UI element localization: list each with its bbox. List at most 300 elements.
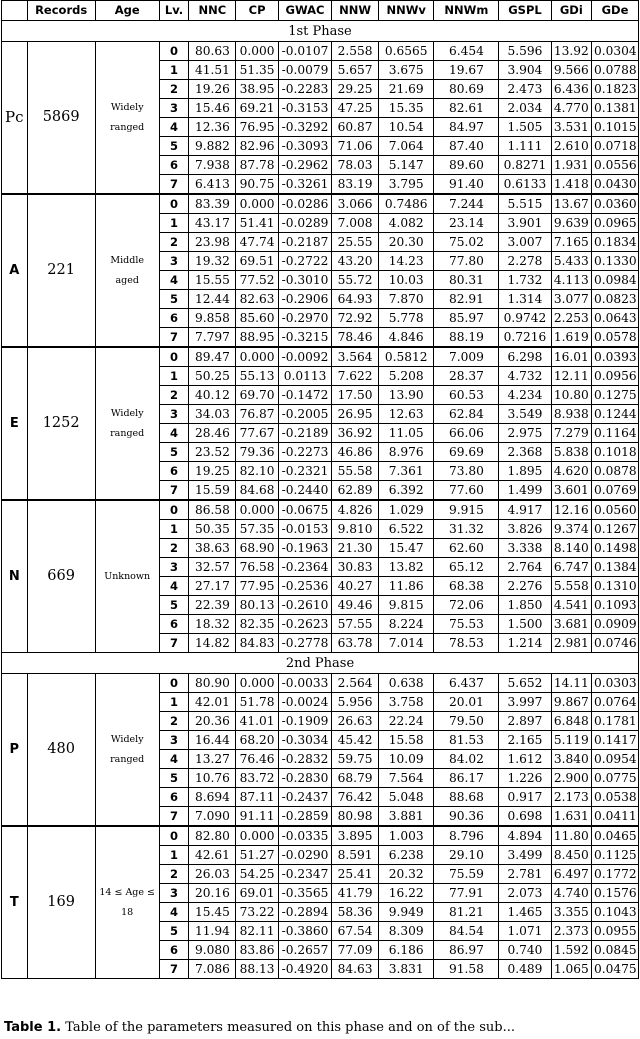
- value-cell: 0.0909: [592, 615, 639, 634]
- value-cell: 67.54: [332, 922, 379, 941]
- value-cell: 0.000: [236, 42, 279, 61]
- value-cell: 0.1164: [592, 424, 639, 443]
- group-records: 221: [27, 194, 95, 347]
- value-cell: 82.63: [236, 290, 279, 309]
- value-cell: 4.740: [551, 884, 591, 903]
- value-cell: 15.47: [379, 539, 434, 558]
- value-cell: 6.298: [499, 347, 551, 367]
- value-cell: 55.72: [332, 271, 379, 290]
- column-header: Records: [27, 1, 95, 21]
- value-cell: 8.224: [379, 615, 434, 634]
- value-cell: 7.086: [189, 960, 236, 979]
- value-cell: 90.36: [434, 807, 499, 827]
- value-cell: 1.505: [499, 118, 551, 137]
- value-cell: 1.214: [499, 634, 551, 653]
- group-age: Unknown: [95, 500, 159, 653]
- value-cell: 6.186: [379, 941, 434, 960]
- value-cell: 55.58: [332, 462, 379, 481]
- value-cell: 7.938: [189, 156, 236, 175]
- value-cell: 36.92: [332, 424, 379, 443]
- value-cell: 8.796: [434, 826, 499, 846]
- value-cell: 77.95: [236, 577, 279, 596]
- value-cell: 3.904: [499, 61, 551, 80]
- value-cell: 10.03: [379, 271, 434, 290]
- value-cell: 41.01: [236, 712, 279, 731]
- level-cell: 6: [159, 309, 189, 328]
- level-cell: 7: [159, 175, 189, 195]
- value-cell: 9.867: [551, 693, 591, 712]
- level-cell: 3: [159, 99, 189, 118]
- value-cell: 2.073: [499, 884, 551, 903]
- level-cell: 2: [159, 233, 189, 252]
- value-cell: 77.67: [236, 424, 279, 443]
- level-cell: 6: [159, 156, 189, 175]
- value-cell: 3.826: [499, 520, 551, 539]
- value-cell: 50.25: [189, 367, 236, 386]
- value-cell: 1.631: [551, 807, 591, 827]
- value-cell: 83.39: [189, 194, 236, 214]
- value-cell: 0.0746: [592, 634, 639, 653]
- value-cell: 0.1381: [592, 99, 639, 118]
- value-cell: -0.3153: [278, 99, 331, 118]
- level-cell: 1: [159, 214, 189, 233]
- group-records: 1252: [27, 347, 95, 500]
- value-cell: 5.596: [499, 42, 551, 61]
- value-cell: 69.69: [434, 443, 499, 462]
- column-header: NNW: [332, 1, 379, 21]
- value-cell: 0.1018: [592, 443, 639, 462]
- value-cell: 7.564: [379, 769, 434, 788]
- value-cell: 0.1275: [592, 386, 639, 405]
- level-cell: 4: [159, 903, 189, 922]
- value-cell: 1.071: [499, 922, 551, 941]
- level-cell: 4: [159, 577, 189, 596]
- column-header: Lv.: [159, 1, 189, 21]
- value-cell: 80.63: [189, 42, 236, 61]
- value-cell: 89.47: [189, 347, 236, 367]
- value-cell: 57.55: [332, 615, 379, 634]
- value-cell: 46.86: [332, 443, 379, 462]
- value-cell: 76.58: [236, 558, 279, 577]
- value-cell: 1.418: [551, 175, 591, 195]
- value-cell: 58.36: [332, 903, 379, 922]
- level-cell: 7: [159, 960, 189, 979]
- value-cell: 0.000: [236, 826, 279, 846]
- level-cell: 6: [159, 462, 189, 481]
- value-cell: 77.91: [434, 884, 499, 903]
- value-cell: 0.0643: [592, 309, 639, 328]
- value-cell: 91.11: [236, 807, 279, 827]
- value-cell: 63.78: [332, 634, 379, 653]
- value-cell: 71.06: [332, 137, 379, 156]
- table-row: [2, 347, 639, 367]
- value-cell: 0.1267: [592, 520, 639, 539]
- value-cell: 60.87: [332, 118, 379, 137]
- value-cell: 0.1576: [592, 884, 639, 903]
- value-cell: 3.549: [499, 405, 551, 424]
- value-cell: 7.064: [379, 137, 434, 156]
- value-cell: 0.0578: [592, 328, 639, 348]
- group-age: Middle aged: [95, 194, 159, 347]
- group-records: 169: [27, 826, 95, 979]
- column-header: Age: [95, 1, 159, 21]
- level-cell: 3: [159, 731, 189, 750]
- value-cell: 8.450: [551, 846, 591, 865]
- level-cell: 6: [159, 615, 189, 634]
- value-cell: 16.44: [189, 731, 236, 750]
- value-cell: -0.2830: [278, 769, 331, 788]
- header-row: [2, 1, 639, 21]
- value-cell: 69.01: [236, 884, 279, 903]
- value-cell: 9.815: [379, 596, 434, 615]
- value-cell: 2.373: [551, 922, 591, 941]
- column-header: GWAC: [278, 1, 331, 21]
- group-age: Widely ranged: [95, 674, 159, 827]
- value-cell: 0.0956: [592, 367, 639, 386]
- column-header: NNC: [189, 1, 236, 21]
- value-cell: -0.2778: [278, 634, 331, 653]
- value-cell: 17.50: [332, 386, 379, 405]
- value-cell: 0.0303: [592, 674, 639, 693]
- value-cell: 22.24: [379, 712, 434, 731]
- value-cell: 5.147: [379, 156, 434, 175]
- value-cell: 0.0360: [592, 194, 639, 214]
- level-cell: 3: [159, 884, 189, 903]
- value-cell: 20.01: [434, 693, 499, 712]
- value-cell: 29.25: [332, 80, 379, 99]
- level-cell: 4: [159, 118, 189, 137]
- value-cell: 25.55: [332, 233, 379, 252]
- value-cell: -0.0033: [278, 674, 331, 693]
- value-cell: 84.54: [434, 922, 499, 941]
- value-cell: 13.27: [189, 750, 236, 769]
- value-cell: 10.09: [379, 750, 434, 769]
- column-header: NNWm: [434, 1, 499, 21]
- value-cell: 19.32: [189, 252, 236, 271]
- value-cell: 0.000: [236, 674, 279, 693]
- value-cell: 34.03: [189, 405, 236, 424]
- value-cell: 2.900: [551, 769, 591, 788]
- value-cell: -0.1909: [278, 712, 331, 731]
- value-cell: -0.2187: [278, 233, 331, 252]
- value-cell: -0.2283: [278, 80, 331, 99]
- value-cell: 18.32: [189, 615, 236, 634]
- value-cell: 0.0769: [592, 481, 639, 501]
- value-cell: 13.67: [551, 194, 591, 214]
- value-cell: 3.338: [499, 539, 551, 558]
- value-cell: 0.1772: [592, 865, 639, 884]
- value-cell: -0.0107: [278, 42, 331, 61]
- value-cell: 0.698: [499, 807, 551, 827]
- group-records: 480: [27, 674, 95, 827]
- value-cell: 7.008: [332, 214, 379, 233]
- value-cell: -0.2657: [278, 941, 331, 960]
- value-cell: 1.732: [499, 271, 551, 290]
- value-cell: 87.11: [236, 788, 279, 807]
- value-cell: 7.622: [332, 367, 379, 386]
- level-cell: 1: [159, 61, 189, 80]
- value-cell: 1.003: [379, 826, 434, 846]
- value-cell: 49.46: [332, 596, 379, 615]
- value-cell: 86.17: [434, 769, 499, 788]
- value-cell: 0.0984: [592, 271, 639, 290]
- value-cell: 42.61: [189, 846, 236, 865]
- level-cell: 5: [159, 443, 189, 462]
- value-cell: 6.454: [434, 42, 499, 61]
- value-cell: 80.31: [434, 271, 499, 290]
- value-cell: 0.489: [499, 960, 551, 979]
- level-cell: 4: [159, 271, 189, 290]
- value-cell: 88.95: [236, 328, 279, 348]
- value-cell: 4.846: [379, 328, 434, 348]
- column-header: GDe: [592, 1, 639, 21]
- value-cell: 21.69: [379, 80, 434, 99]
- value-cell: 88.19: [434, 328, 499, 348]
- value-cell: 11.80: [551, 826, 591, 846]
- value-cell: -0.0092: [278, 347, 331, 367]
- value-cell: 1.500: [499, 615, 551, 634]
- value-cell: 1.065: [551, 960, 591, 979]
- value-cell: -0.2832: [278, 750, 331, 769]
- value-cell: 7.870: [379, 290, 434, 309]
- value-cell: 5.652: [499, 674, 551, 693]
- value-cell: 0.9742: [499, 309, 551, 328]
- value-cell: 7.279: [551, 424, 591, 443]
- value-cell: 55.13: [236, 367, 279, 386]
- value-cell: 82.80: [189, 826, 236, 846]
- column-header: NNWv: [379, 1, 434, 21]
- value-cell: 9.374: [551, 520, 591, 539]
- value-cell: 14.23: [379, 252, 434, 271]
- value-cell: 79.50: [434, 712, 499, 731]
- value-cell: 2.981: [551, 634, 591, 653]
- value-cell: 86.58: [189, 500, 236, 520]
- value-cell: 1.850: [499, 596, 551, 615]
- value-cell: 0.0845: [592, 941, 639, 960]
- value-cell: 8.694: [189, 788, 236, 807]
- value-cell: -0.0335: [278, 826, 331, 846]
- value-cell: 79.36: [236, 443, 279, 462]
- value-cell: 0.0823: [592, 290, 639, 309]
- value-cell: 1.029: [379, 500, 434, 520]
- phase-label: 2nd Phase: [2, 653, 639, 674]
- value-cell: 0.1310: [592, 577, 639, 596]
- level-cell: 7: [159, 328, 189, 348]
- value-cell: 11.94: [189, 922, 236, 941]
- value-cell: -0.3010: [278, 271, 331, 290]
- level-cell: 0: [159, 674, 189, 693]
- value-cell: 11.86: [379, 577, 434, 596]
- value-cell: 20.30: [379, 233, 434, 252]
- value-cell: 7.244: [434, 194, 499, 214]
- value-cell: 16.22: [379, 884, 434, 903]
- value-cell: -0.1472: [278, 386, 331, 405]
- value-cell: 76.42: [332, 788, 379, 807]
- value-cell: -0.0289: [278, 214, 331, 233]
- column-header: CP: [236, 1, 279, 21]
- group-age: Widely ranged: [95, 347, 159, 500]
- value-cell: 1.931: [551, 156, 591, 175]
- value-cell: -0.3093: [278, 137, 331, 156]
- level-cell: 2: [159, 80, 189, 99]
- value-cell: 0.638: [379, 674, 434, 693]
- value-cell: -0.3860: [278, 922, 331, 941]
- value-cell: 78.03: [332, 156, 379, 175]
- value-cell: 26.63: [332, 712, 379, 731]
- value-cell: 3.355: [551, 903, 591, 922]
- value-cell: 2.564: [332, 674, 379, 693]
- value-cell: 15.46: [189, 99, 236, 118]
- value-cell: 0.1384: [592, 558, 639, 577]
- value-cell: 5.433: [551, 252, 591, 271]
- value-cell: 69.51: [236, 252, 279, 271]
- value-cell: 2.975: [499, 424, 551, 443]
- value-cell: 45.42: [332, 731, 379, 750]
- value-cell: 3.077: [551, 290, 591, 309]
- value-cell: 68.38: [434, 577, 499, 596]
- value-cell: 0.0788: [592, 61, 639, 80]
- level-cell: 1: [159, 520, 189, 539]
- value-cell: 10.76: [189, 769, 236, 788]
- value-cell: -0.2189: [278, 424, 331, 443]
- value-cell: 84.68: [236, 481, 279, 501]
- column-header: GSPL: [499, 1, 551, 21]
- value-cell: 47.25: [332, 99, 379, 118]
- column-header: GDi: [551, 1, 591, 21]
- value-cell: 9.080: [189, 941, 236, 960]
- value-cell: 12.36: [189, 118, 236, 137]
- value-cell: 7.797: [189, 328, 236, 348]
- level-cell: 0: [159, 194, 189, 214]
- value-cell: 0.1417: [592, 731, 639, 750]
- value-cell: 19.26: [189, 80, 236, 99]
- value-cell: 5.208: [379, 367, 434, 386]
- value-cell: 72.06: [434, 596, 499, 615]
- value-cell: 43.20: [332, 252, 379, 271]
- value-cell: 3.895: [332, 826, 379, 846]
- value-cell: 1.619: [551, 328, 591, 348]
- value-cell: -0.2970: [278, 309, 331, 328]
- value-cell: 0.0560: [592, 500, 639, 520]
- value-cell: 5.515: [499, 194, 551, 214]
- phase-row: [2, 653, 639, 674]
- level-cell: 0: [159, 500, 189, 520]
- value-cell: -0.3292: [278, 118, 331, 137]
- value-cell: 0.0113: [278, 367, 331, 386]
- value-cell: 2.368: [499, 443, 551, 462]
- value-cell: 29.10: [434, 846, 499, 865]
- value-cell: 0.0411: [592, 807, 639, 827]
- value-cell: 80.90: [189, 674, 236, 693]
- value-cell: 76.95: [236, 118, 279, 137]
- value-cell: 2.165: [499, 731, 551, 750]
- level-cell: 5: [159, 769, 189, 788]
- value-cell: 0.0954: [592, 750, 639, 769]
- value-cell: 87.40: [434, 137, 499, 156]
- value-cell: 0.000: [236, 500, 279, 520]
- value-cell: 15.45: [189, 903, 236, 922]
- value-cell: 23.14: [434, 214, 499, 233]
- value-cell: -0.3215: [278, 328, 331, 348]
- value-cell: 1.465: [499, 903, 551, 922]
- value-cell: 27.17: [189, 577, 236, 596]
- table-row: [2, 42, 639, 61]
- value-cell: 4.917: [499, 500, 551, 520]
- value-cell: 0.0556: [592, 156, 639, 175]
- value-cell: 15.58: [379, 731, 434, 750]
- caption-prefix: Table 1.: [4, 1020, 62, 1035]
- level-cell: 3: [159, 252, 189, 271]
- group-name: A: [2, 194, 28, 347]
- value-cell: 6.747: [551, 558, 591, 577]
- value-cell: -0.0079: [278, 61, 331, 80]
- value-cell: 0.0878: [592, 462, 639, 481]
- level-cell: 7: [159, 807, 189, 827]
- level-cell: 6: [159, 941, 189, 960]
- value-cell: 83.19: [332, 175, 379, 195]
- value-cell: 66.06: [434, 424, 499, 443]
- table-row: [2, 674, 639, 693]
- level-cell: 6: [159, 788, 189, 807]
- value-cell: 14.11: [551, 674, 591, 693]
- group-name: P: [2, 674, 28, 827]
- value-cell: 77.60: [434, 481, 499, 501]
- value-cell: 78.46: [332, 328, 379, 348]
- value-cell: 40.27: [332, 577, 379, 596]
- value-cell: 77.09: [332, 941, 379, 960]
- value-cell: 1.499: [499, 481, 551, 501]
- value-cell: -0.2440: [278, 481, 331, 501]
- value-cell: 57.35: [236, 520, 279, 539]
- value-cell: 0.0430: [592, 175, 639, 195]
- value-cell: 25.41: [332, 865, 379, 884]
- value-cell: 91.58: [434, 960, 499, 979]
- value-cell: 4.082: [379, 214, 434, 233]
- value-cell: 0.7216: [499, 328, 551, 348]
- value-cell: 76.46: [236, 750, 279, 769]
- level-cell: 2: [159, 865, 189, 884]
- value-cell: 0.1834: [592, 233, 639, 252]
- value-cell: 59.75: [332, 750, 379, 769]
- group-records: 5869: [27, 42, 95, 195]
- value-cell: 87.78: [236, 156, 279, 175]
- level-cell: 3: [159, 405, 189, 424]
- value-cell: 2.173: [551, 788, 591, 807]
- value-cell: 78.53: [434, 634, 499, 653]
- value-cell: -0.3565: [278, 884, 331, 903]
- level-cell: 2: [159, 539, 189, 558]
- value-cell: 83.86: [236, 941, 279, 960]
- group-age: Widely ranged: [95, 42, 159, 195]
- value-cell: -0.2906: [278, 290, 331, 309]
- value-cell: 7.014: [379, 634, 434, 653]
- value-cell: 12.16: [551, 500, 591, 520]
- table-row: [2, 500, 639, 520]
- value-cell: 0.0475: [592, 960, 639, 979]
- value-cell: 1.226: [499, 769, 551, 788]
- value-cell: 38.63: [189, 539, 236, 558]
- value-cell: 0.0304: [592, 42, 639, 61]
- value-cell: 84.83: [236, 634, 279, 653]
- column-header: [2, 1, 28, 21]
- value-cell: 7.009: [434, 347, 499, 367]
- value-cell: 15.55: [189, 271, 236, 290]
- value-cell: 6.848: [551, 712, 591, 731]
- value-cell: 7.361: [379, 462, 434, 481]
- value-cell: 88.68: [434, 788, 499, 807]
- value-cell: 3.881: [379, 807, 434, 827]
- value-cell: 0.1244: [592, 405, 639, 424]
